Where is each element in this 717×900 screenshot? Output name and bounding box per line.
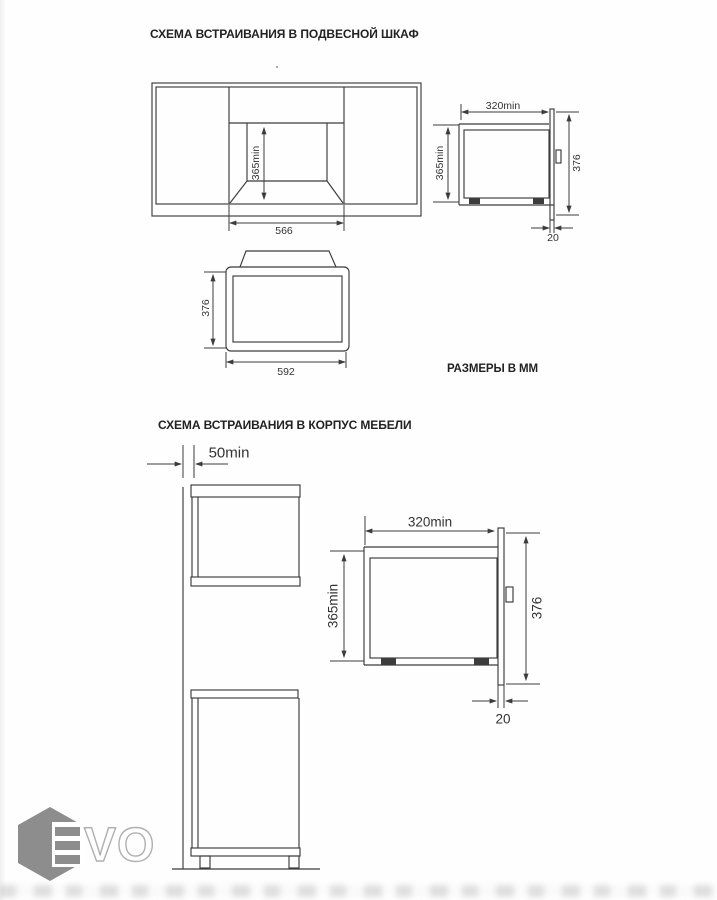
dim-top-height: 365min — [434, 145, 446, 181]
watermark-smudge — [0, 885, 717, 897]
dim-oven-height: 376 — [200, 299, 212, 317]
column-side-view — [330, 516, 540, 708]
wall-cabinet-side-view — [433, 104, 579, 233]
section2-title: СХЕМА ВСТРАИВАНИЯ В КОРПУС МЕБЕЛИ — [158, 418, 412, 432]
dim-bottom-height: 365min — [325, 583, 341, 629]
dim-bottom-frame-thickness: 20 — [495, 711, 511, 727]
tall-cabinet-view — [147, 445, 320, 869]
dim-bottom-front-height: 376 — [529, 596, 545, 620]
wall-cabinet-front-view — [152, 83, 421, 231]
units-note: РАЗМЕРЫ В ММ — [447, 363, 539, 375]
logo-letters: VO — [84, 819, 156, 872]
evo-logo-icon — [18, 807, 155, 881]
dim-top-depth: 320min — [485, 100, 521, 112]
dim-bottom-depth: 320min — [407, 514, 453, 530]
dim-top-front-height: 376 — [571, 154, 583, 172]
dim-niche-width: 566 — [275, 225, 293, 237]
dim-oven-width: 592 — [277, 366, 295, 378]
dim-top-frame-thickness: 20 — [547, 232, 559, 244]
section1-title: СХЕМА ВСТРАИВАНИЯ В ПОДВЕСНОЙ ШКАФ — [150, 27, 419, 41]
dim-niche-height: 365min — [250, 145, 262, 181]
scan-artifact-dot — [276, 66, 278, 68]
dim-wall-clearance: 50min — [208, 444, 250, 462]
scan-edge-shade — [0, 0, 6, 900]
oven-front-view — [204, 251, 349, 368]
